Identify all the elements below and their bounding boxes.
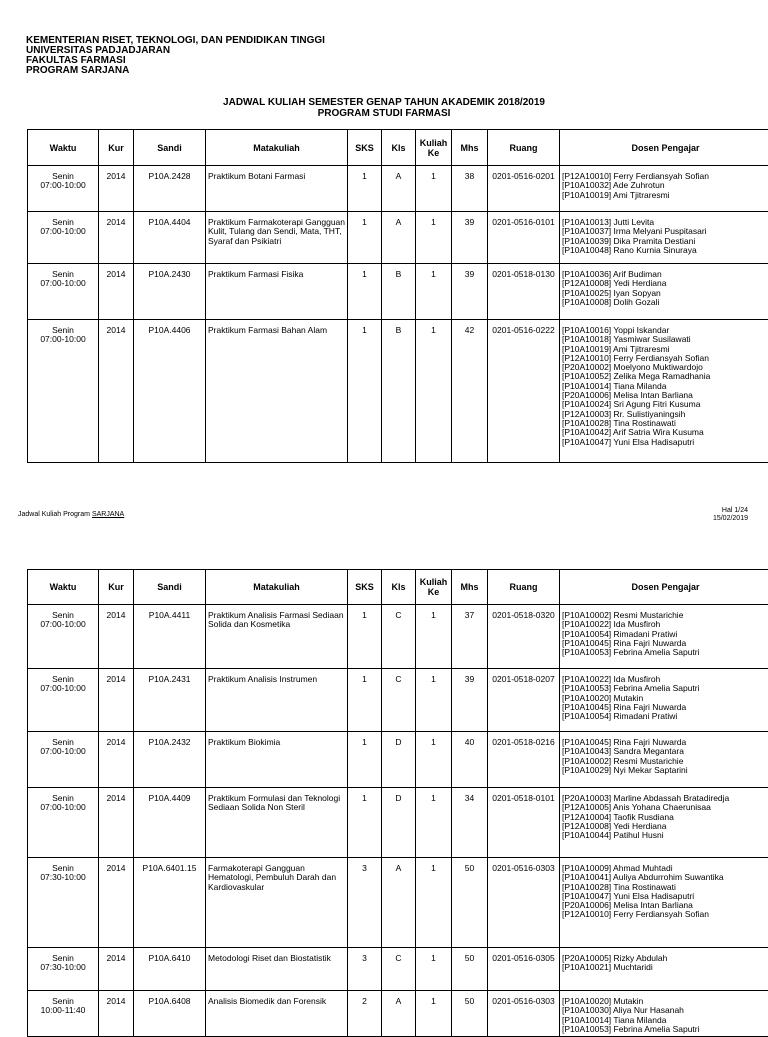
dosen-entry: [P10A10019] Ami Tjitraresmi (562, 191, 768, 200)
cell-dosen (560, 264, 768, 320)
cell-dosen (560, 991, 768, 1037)
cell-waktu (28, 605, 99, 669)
dosen-entry: [P10A10028] Tina Rostinawati (562, 419, 768, 428)
dosen-entry: [P12A10008] Yedi Herdiana (562, 822, 768, 831)
document-title (0, 97, 768, 119)
cell-sandi: P10A.4409 (134, 788, 206, 858)
cell-dosen (560, 948, 768, 991)
cell-sks: 2 (348, 991, 382, 1037)
print-date: 15/02/2019 (713, 515, 748, 523)
cell-mhs: 37 (452, 605, 488, 669)
footer-page-info (713, 507, 748, 523)
col-header-matakuliah: Matakuliah (206, 130, 348, 166)
col-header-sks: SKS (348, 130, 382, 166)
cell-kls: A (382, 166, 416, 212)
cell-kuliah-ke: 1 (416, 166, 452, 212)
cell-ruang: 0201-0516-0222 (488, 320, 560, 463)
cell-mhs: 50 (452, 991, 488, 1037)
dosen-entry: [P20A10006] Melisa Intan Barliana (562, 901, 768, 910)
cell-kur: 2014 (99, 320, 134, 463)
dosen-entry: [P10A10030] Aliya Nur Hasanah (562, 1006, 768, 1015)
dosen-entry: [P10A10002] Resmi Mustarichie (562, 611, 768, 620)
cell-ruang: 0201-0516-0303 (488, 858, 560, 948)
cell-kls: A (382, 991, 416, 1037)
cell-sks: 1 (348, 788, 382, 858)
cell-jam: 07:00-10:00 (30, 227, 96, 236)
cell-matakuliah: Praktikum Farmasi Bahan Alam (206, 320, 348, 463)
cell-jam: 07:00-10:00 (30, 803, 96, 812)
cell-matakuliah: Praktikum Farmakoterapi Gangguan Kulit, Tulang dan Sendi, Mata, THT, Syaraf dan Psikiatri (206, 212, 348, 264)
cell-sks: 1 (348, 212, 382, 264)
cell-kur: 2014 (99, 948, 134, 991)
cell-kuliah-ke: 1 (416, 212, 452, 264)
cell-waktu (28, 991, 99, 1037)
cell-waktu (28, 669, 99, 732)
footer-program (18, 511, 124, 518)
cell-ruang: 0201-0518-0130 (488, 264, 560, 320)
cell-hari: Senin (30, 794, 96, 803)
table-row (28, 948, 768, 991)
cell-kur: 2014 (99, 991, 134, 1037)
col-header-kls: Kls (382, 130, 416, 166)
cell-kuliah-ke: 1 (416, 858, 452, 948)
col-header-dosen: Dosen Pengajar (560, 570, 768, 605)
dosen-entry: [P20A10003] Marline Abdassah Bratadiredja (562, 794, 768, 803)
cell-sks: 1 (348, 605, 382, 669)
cell-hari: Senin (30, 172, 96, 181)
cell-hari: Senin (30, 611, 96, 620)
dosen-entry: [P12A10008] Yedi Herdiana (562, 279, 768, 288)
col-header-kur: Kur (99, 570, 134, 605)
cell-mhs: 50 (452, 948, 488, 991)
cell-kuliah-ke: 1 (416, 605, 452, 669)
dosen-entry: [P10A10047] Yuni Elsa Hadisaputri (562, 892, 768, 901)
dosen-entry: [P12A10010] Ferry Ferdiansyah Sofian (562, 172, 768, 181)
cell-kuliah-ke: 1 (416, 669, 452, 732)
dosen-entry: [P10A10039] Dika Pramita Destiani (562, 237, 768, 246)
cell-kuliah-ke: 1 (416, 732, 452, 788)
footer-label: Jadwal Kuliah Program (18, 511, 92, 518)
col-header-kur: Kur (99, 130, 134, 166)
cell-mhs: 39 (452, 212, 488, 264)
col-header-ruang: Ruang (488, 130, 560, 166)
cell-hari: Senin (30, 675, 96, 684)
cell-waktu (28, 212, 99, 264)
cell-matakuliah: Analisis Biomedik dan Forensik (206, 991, 348, 1037)
cell-ruang: 0201-0516-0201 (488, 166, 560, 212)
footer-program-link[interactable]: SARJANA (92, 511, 124, 518)
cell-sks: 1 (348, 166, 382, 212)
table-row (28, 858, 768, 948)
dosen-entry: [P10A10045] Rina Fajri Nuwarda (562, 703, 768, 712)
title-line-1: JADWAL KULIAH SEMESTER GENAP TAHUN AKADEMIK 2018/2019 (0, 97, 768, 108)
cell-matakuliah: Praktikum Analisis Instrumen (206, 669, 348, 732)
dosen-entry: [P10A10028] Tina Rostinawati (562, 883, 768, 892)
dosen-entry: [P10A10022] Ida Musfiroh (562, 675, 768, 684)
table-row (28, 732, 768, 788)
cell-dosen (560, 166, 768, 212)
cell-sks: 3 (348, 858, 382, 948)
dosen-entry: [P10A10025] Iyan Sopyan (562, 289, 768, 298)
cell-waktu (28, 732, 99, 788)
dosen-entry: [P10A10013] Jutti Levita (562, 218, 768, 227)
header-line: KEMENTERIAN RISET, TEKNOLOGI, DAN PENDIDIKAN TINGGI (26, 36, 325, 46)
cell-jam: 07:00-10:00 (30, 279, 96, 288)
schedule-table-page-1 (27, 129, 768, 463)
col-header-ruang: Ruang (488, 570, 560, 605)
dosen-entry: [P10A10041] Auliya Abdurrohim Suwantika (562, 873, 768, 882)
cell-kuliah-ke: 1 (416, 788, 452, 858)
cell-matakuliah: Praktikum Botani Farmasi (206, 166, 348, 212)
cell-jam: 10:00-11:40 (30, 1006, 96, 1015)
cell-kur: 2014 (99, 858, 134, 948)
col-header-matakuliah: Matakuliah (206, 570, 348, 605)
dosen-entry: [P10A10048] Rano Kurnia Sinuraya (562, 246, 768, 255)
cell-sks: 1 (348, 732, 382, 788)
cell-sks: 1 (348, 320, 382, 463)
cell-kls: A (382, 858, 416, 948)
cell-kuliah-ke: 1 (416, 991, 452, 1037)
cell-jam: 07:00-10:00 (30, 747, 96, 756)
dosen-entry: [P20A10002] Moelyono Muktiwardojo (562, 363, 768, 372)
col-header-sandi: Sandi (134, 570, 206, 605)
cell-dosen (560, 320, 768, 463)
table-row (28, 320, 768, 463)
cell-kls: C (382, 669, 416, 732)
dosen-entry: [P10A10020] Mutakin (562, 694, 768, 703)
title-line-2: PROGRAM STUDI FARMASI (0, 108, 768, 119)
cell-matakuliah: Praktikum Farmasi Fisika (206, 264, 348, 320)
col-header-kuliah-ke: Kuliah Ke (416, 130, 452, 166)
cell-kuliah-ke: 1 (416, 264, 452, 320)
cell-kls: C (382, 605, 416, 669)
cell-waktu (28, 948, 99, 991)
dosen-entry: [P10A10008] Dolih Gozali (562, 298, 768, 307)
dosen-entry: [P10A10020] Mutakin (562, 997, 768, 1006)
header-line: UNIVERSITAS PADJADJARAN (26, 46, 325, 56)
dosen-entry: [P10A10045] Rina Fajri Nuwarda (562, 639, 768, 648)
cell-kuliah-ke: 1 (416, 948, 452, 991)
cell-kls: C (382, 948, 416, 991)
cell-dosen (560, 669, 768, 732)
dosen-entry: [P10A10014] Tiana Milanda (562, 382, 768, 391)
cell-mhs: 50 (452, 858, 488, 948)
cell-ruang: 0201-0518-0101 (488, 788, 560, 858)
dosen-entry: [P10A10024] Sri Agung Fitri Kusuma (562, 400, 768, 409)
dosen-entry: [P12A10003] Rr. Sulistiyaningsih (562, 410, 768, 419)
table-row (28, 166, 768, 212)
cell-jam: 07:00-10:00 (30, 181, 96, 190)
cell-kur: 2014 (99, 264, 134, 320)
col-header-waktu: Waktu (28, 130, 99, 166)
dosen-entry: [P10A10018] Yasmiwar Susilawati (562, 335, 768, 344)
dosen-entry: [P20A10006] Melisa Intan Barliana (562, 391, 768, 400)
cell-dosen (560, 212, 768, 264)
dosen-entry: [P10A10054] Rimadani Pratiwi (562, 712, 768, 721)
cell-sandi: P10A.6408 (134, 991, 206, 1037)
dosen-entry: [P12A10004] Taofik Rusdiana (562, 813, 768, 822)
dosen-entry: [P12A10005] Anis Yohana Chaerunisaa (562, 803, 768, 812)
cell-jam: 07:00-10:00 (30, 620, 96, 629)
cell-ruang: 0201-0518-0207 (488, 669, 560, 732)
cell-sandi: P10A.6401.15 (134, 858, 206, 948)
dosen-entry: [P12A10010] Ferry Ferdiansyah Sofian (562, 354, 768, 363)
cell-waktu (28, 788, 99, 858)
cell-ruang: 0201-0516-0101 (488, 212, 560, 264)
cell-matakuliah: Praktikum Biokimia (206, 732, 348, 788)
cell-hari: Senin (30, 997, 96, 1006)
cell-mhs: 34 (452, 788, 488, 858)
cell-sandi: P10A.2431 (134, 669, 206, 732)
cell-hari: Senin (30, 326, 96, 335)
dosen-entry: [P10A10044] Patihul Husni (562, 831, 768, 840)
dosen-entry: [P10A10021] Muchtaridi (562, 963, 768, 972)
dosen-entry: [P10A10036] Arif Budiman (562, 270, 768, 279)
cell-jam: 07:30-10:00 (30, 963, 96, 972)
dosen-entry: [P10A10029] Nyi Mekar Saptarini (562, 766, 768, 775)
cell-sks: 1 (348, 264, 382, 320)
dosen-entry: [P10A10022] Ida Musfiroh (562, 620, 768, 629)
cell-kur: 2014 (99, 605, 134, 669)
dosen-entry: [P20A10005] Rizky Abdulah (562, 954, 768, 963)
cell-sandi: P10A.4406 (134, 320, 206, 463)
cell-waktu (28, 264, 99, 320)
cell-kls: D (382, 788, 416, 858)
table-row (28, 991, 768, 1037)
dosen-entry: [P12A10010] Ferry Ferdiansyah Sofian (562, 910, 768, 919)
header-line: FAKULTAS FARMASI (26, 56, 325, 66)
cell-mhs: 39 (452, 264, 488, 320)
page-number: Hal 1/24 (713, 507, 748, 515)
cell-hari: Senin (30, 954, 96, 963)
table-row (28, 212, 768, 264)
cell-dosen (560, 788, 768, 858)
cell-hari: Senin (30, 864, 96, 873)
cell-sandi: P10A.4411 (134, 605, 206, 669)
cell-kur: 2014 (99, 669, 134, 732)
cell-sandi: P10A.2428 (134, 166, 206, 212)
cell-dosen (560, 732, 768, 788)
cell-jam: 07:30-10:00 (30, 873, 96, 882)
cell-ruang: 0201-0516-0303 (488, 991, 560, 1037)
table-row (28, 788, 768, 858)
dosen-entry: [P10A10043] Sandra Megantara (562, 747, 768, 756)
cell-waktu (28, 858, 99, 948)
dosen-entry: [P10A10016] Yoppi Iskandar (562, 326, 768, 335)
institution-header (26, 36, 325, 76)
col-header-sandi: Sandi (134, 130, 206, 166)
cell-hari: Senin (30, 738, 96, 747)
cell-sandi: P10A.2430 (134, 264, 206, 320)
cell-waktu (28, 166, 99, 212)
cell-sandi: P10A.4404 (134, 212, 206, 264)
col-header-dosen: Dosen Pengajar (560, 130, 768, 166)
cell-dosen (560, 858, 768, 948)
col-header-kls: Kls (382, 570, 416, 605)
dosen-entry: [P10A10002] Resmi Mustarichie (562, 757, 768, 766)
cell-mhs: 40 (452, 732, 488, 788)
dosen-entry: [P10A10052] Zelika Mega Ramadhania (562, 372, 768, 381)
table-row (28, 669, 768, 732)
dosen-entry: [P10A10019] Ami Tjitraresmi (562, 345, 768, 354)
cell-mhs: 42 (452, 320, 488, 463)
cell-kls: B (382, 264, 416, 320)
dosen-entry: [P10A10054] Rimadani Pratiwi (562, 630, 768, 639)
cell-ruang: 0201-0518-0216 (488, 732, 560, 788)
dosen-entry: [P10A10053] Febrina Amelia Saputri (562, 684, 768, 693)
cell-kls: D (382, 732, 416, 788)
dosen-entry: [P10A10009] Ahmad Muhtadi (562, 864, 768, 873)
cell-jam: 07:00-10:00 (30, 684, 96, 693)
cell-dosen (560, 605, 768, 669)
cell-matakuliah: Metodologi Riset dan Biostatistik (206, 948, 348, 991)
cell-kuliah-ke: 1 (416, 320, 452, 463)
table-row (28, 605, 768, 669)
cell-waktu (28, 320, 99, 463)
header-line: PROGRAM SARJANA (26, 66, 325, 76)
col-header-kuliah-ke: Kuliah Ke (416, 570, 452, 605)
cell-kur: 2014 (99, 732, 134, 788)
dosen-entry: [P10A10032] Ade Zuhrotun (562, 181, 768, 190)
cell-kur: 2014 (99, 788, 134, 858)
cell-kls: A (382, 212, 416, 264)
dosen-entry: [P10A10053] Febrina Amelia Saputri (562, 1025, 768, 1034)
col-header-waktu: Waktu (28, 570, 99, 605)
cell-matakuliah: Praktikum Analisis Farmasi Sediaan Solida dan Kosmetika (206, 605, 348, 669)
col-header-mhs: Mhs (452, 570, 488, 605)
cell-sks: 3 (348, 948, 382, 991)
cell-ruang: 0201-0518-0320 (488, 605, 560, 669)
dosen-entry: [P10A10045] Rina Fajri Nuwarda (562, 738, 768, 747)
cell-hari: Senin (30, 270, 96, 279)
cell-ruang: 0201-0516-0305 (488, 948, 560, 991)
cell-hari: Senin (30, 218, 96, 227)
cell-mhs: 39 (452, 669, 488, 732)
cell-matakuliah: Farmakoterapi Gangguan Hematologi, Pembuluh Darah dan Kardiovaskular (206, 858, 348, 948)
schedule-table-page-2 (27, 569, 768, 1037)
dosen-entry: [P10A10037] Irma Melyani Puspitasari (562, 227, 768, 236)
cell-mhs: 38 (452, 166, 488, 212)
cell-jam: 07:00-10:00 (30, 335, 96, 344)
cell-kur: 2014 (99, 212, 134, 264)
dosen-entry: [P10A10042] Arif Satria Wira Kusuma (562, 428, 768, 437)
cell-kur: 2014 (99, 166, 134, 212)
col-header-mhs: Mhs (452, 130, 488, 166)
dosen-entry: [P10A10053] Febrina Amelia Saputri (562, 648, 768, 657)
dosen-entry: [P10A10014] Tiana Milanda (562, 1016, 768, 1025)
cell-kls: B (382, 320, 416, 463)
cell-sks: 1 (348, 669, 382, 732)
dosen-entry: [P10A10047] Yuni Elsa Hadisaputri (562, 438, 768, 447)
cell-matakuliah: Praktikum Formulasi dan Teknologi Sediaan Solida Non Steril (206, 788, 348, 858)
cell-sandi: P10A.2432 (134, 732, 206, 788)
cell-sandi: P10A.6410 (134, 948, 206, 991)
col-header-sks: SKS (348, 570, 382, 605)
table-row (28, 264, 768, 320)
